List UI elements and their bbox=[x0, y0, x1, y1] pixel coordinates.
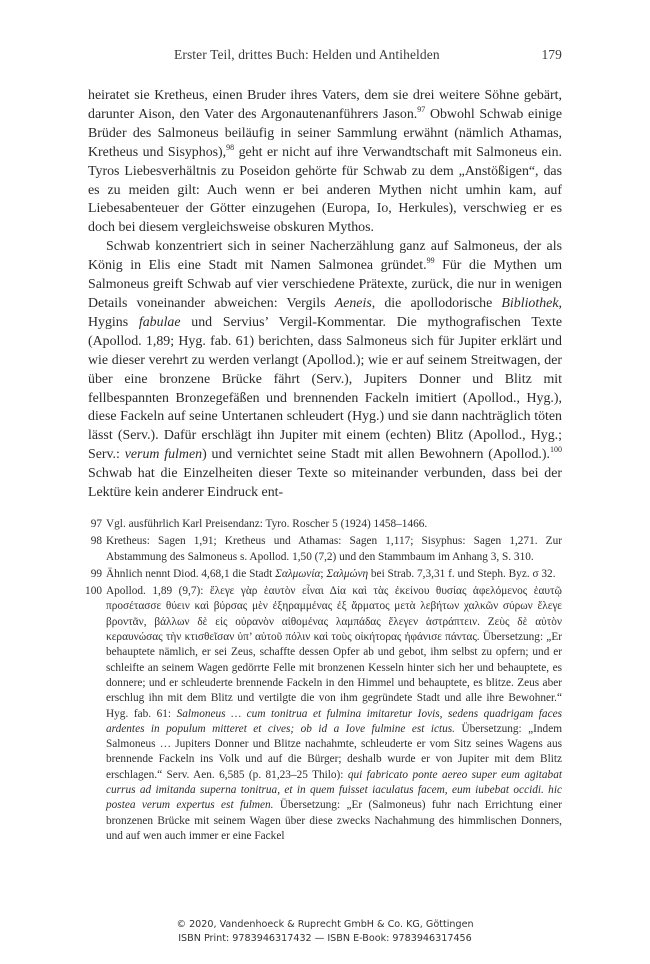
main-text bbox=[88, 87, 562, 503]
p2-text-7: Schwab hat die Einzelheiten dieser Texte so miteinander verbunden, dass bei der Lektüre kein anderer Eindruck ent- bbox=[88, 466, 562, 501]
footnote-text: Kretheus: Sagen 1,91; Kretheus und Athamas: Sagen 1,117; Sisyphus: Sagen 1,271. Zur Abstammung des Salmoneus s. Apollod. 1,50 (7,2) und den Stammbaum im Anhang 3, S. 310. bbox=[106, 535, 562, 563]
p2-italic-verum-fulmen: verum fulmen bbox=[124, 447, 203, 463]
isbn-line: ISBN Print: 9783946317432 — ISBN E-Book: 9783946317456 bbox=[178, 932, 472, 944]
fn100-text-1: Apollod. 1,89 (9,7): ἔλεγε γὰρ ἑαυτὸν εἶναι Δία καὶ τὰς ἐκείνου θυσίας ἀφελόμενος ἑαυτῷ προσέτασσε θύειν καὶ βύρσας μὲν ἐξηραμμένας ἐξ ἅρματος μετὰ λεβήτων χαλκῶν σύρων ἔλεγε βροντᾶν, βάλλων δὲ εἰς οὐρανὸν αἰθομένας λαμπάδας ἔλεγεν ἀστράπτειν. Ζεὺς δὲ αὐτὸν κεραυνώσας τὴν κτισθεῖσαν ὑπ’ αὐτοῦ πόλιν καὶ τοὺς οἰκήτορας ἠφάνισε πάντας. Übersetzung: „Er behauptete nämlich, er sei Zeus, schaffte dessen Opfer ab und gebot, ihm selbst zu opfern; und er schleifte an seinem Wagen gedörrte Felle mit bronzenen Kesseln hinter sich her und behauptete, es donnere; und er schleuderte brennende Fackeln in den Himmel und behauptete, es blitze. Zeus aber erschlug ihn mit dem Blitz und vertilgte die von ihm gegründete Stadt und alle ihre Bewohner.“ Hyg. fab. 61: bbox=[106, 585, 562, 720]
footnote-number: 97 bbox=[90, 518, 102, 530]
p1-text-2: Obwohl Schwab einige Brüder des Salmoneus beiläufig in seiner Sammlung erwähnt (nämlich Athamas, Kretheus und Sisyphos), bbox=[88, 106, 563, 160]
p2-italic-aeneis: Aeneis bbox=[334, 295, 372, 311]
p1-text-3: geht er nicht auf ihre Verwandtschaft mit Salmoneus ein. Tyros Liebesverhältnis zu Poseidon gehörte für Schwab zu dem „Anstößigen“, das es zu meiden gilt: Auch wenn er bei anderen Mythen nicht umhin kam, auf Liebesabenteuer der Götter einzugehen (Europa, Io, Herkules), verschwieg er es doch bei diesem vergleichsweise obskuren Mythos. bbox=[88, 144, 562, 236]
footnote-text: Vgl. ausführlich Karl Preisendanz: Tyro. Roscher 5 (1924) 1458–1466. bbox=[106, 518, 428, 530]
footnote-number: 98 bbox=[90, 535, 102, 548]
p1-text-1: heiratet sie Kretheus, einen Bruder ihres Vaters, dem sie drei weitere Söhne gebärt, darunter Aison, den Vater des Argonautenanführers Jason. bbox=[88, 88, 562, 122]
p2-text-4: , Hygins bbox=[88, 295, 562, 330]
p2-text-6: ) und vernichtet seine Stadt mit allen Bewohnern (Apollod.). bbox=[202, 447, 550, 463]
copyright-line: © 2020, Vandenhoeck & Ruprecht GmbH & Co. KG, Göttingen bbox=[176, 919, 474, 930]
footnotes bbox=[85, 517, 562, 846]
p2-text-5: und Servius’ Vergil-Kommentar. Die mythografischen Texte (Apollod. 1,89; Hyg. fab. 61) berichten, dass Salmoneus sich für Jupiter erklärt und wie dieser verehrt zu werden verlangt (Apollod.); wie er auf seinem Streitwagen, der über eine bronzene Brücke fährt (Serv.), Jupiters Donner und Blitz mit fellbespannten Bronzegefäßen und brennenden Fackeln imitiert (Apollod., Hyg.), diese Fackeln auf seine Untertanen schleudert (Hyg.) und sie dann nachträglich töten lässt (Serv.). Dafür erschlägt ihn Jupiter mit einem (echten) Blitz (Apollod., Hyg.; Serv.: bbox=[88, 314, 562, 463]
fn99-greek-2: Σαλμώνη bbox=[326, 567, 369, 580]
paragraph-2 bbox=[88, 238, 562, 503]
p2-italic-fabulae: fabulae bbox=[138, 314, 181, 330]
footnote-text bbox=[106, 584, 562, 844]
footnote-ref-99[interactable]: 99 bbox=[426, 256, 435, 266]
fn99-greek-1: Σαλμωνία bbox=[275, 567, 321, 580]
fn99-text-1: Ähnlich nennt Diod. 4,68,1 die Stadt bbox=[106, 567, 276, 580]
footnote-number: 99 bbox=[90, 567, 102, 580]
footnote-ref-98[interactable]: 98 bbox=[226, 142, 235, 152]
fn100-text-2: Übersetzung: „Indem Salmoneus … Jupiters Donner und Blitze nachahmte, schleuderte er vom Sitz seines Wagens aus brennende Fackeln ins Volk und auf die Bürger; deshalb wurde er von Jupiter mit dem Blitz erschlagen.“ Serv. Aen. 6,585 (p. 81,23–25 Thilo): bbox=[106, 722, 562, 781]
footnote-text bbox=[106, 567, 562, 582]
footnote-97 bbox=[88, 517, 562, 532]
paragraph-1 bbox=[88, 87, 562, 238]
copyright-footer bbox=[0, 918, 650, 945]
fn99-text-2: ; bbox=[320, 567, 327, 580]
running-head-title: Erster Teil, drittes Buch: Helden und Antihelden bbox=[174, 47, 440, 62]
footnote-number: 100 bbox=[85, 585, 102, 598]
fn100-text-3: Übersetzung: „Er (Salmoneus) fuhr nach Errichtung einer bronzenen Brücke mit seinem Wagen über diese zwecks Nachahmung des himmlischen Donners, und auf wen auch immer er eine Fackel bbox=[106, 799, 562, 842]
footnote-ref-97[interactable]: 97 bbox=[417, 104, 426, 114]
footnote-100 bbox=[85, 584, 562, 844]
footnote-98 bbox=[88, 534, 562, 565]
fn100-italic-servius: qui fabricato ponte aereo super eum agitabat currus ad imitanda superna tonitrua, et in quem fuisset iaculatus facem, eum iubebat occidi. hic postea verum expertus est fulmen. bbox=[106, 768, 562, 812]
page-number: 179 bbox=[541, 47, 562, 62]
p2-text-3: , die apollodorische bbox=[371, 295, 502, 311]
p2-text-1: Schwab konzentriert sich in seiner Nacherzählung ganz auf Salmoneus, der als König in Elis eine Stadt mit Namen Salmonea gründet. bbox=[88, 239, 562, 274]
p2-italic-bibliothek: Bibliothek bbox=[501, 295, 559, 311]
footnote-ref-100[interactable]: 100 bbox=[550, 445, 562, 455]
footnote-99 bbox=[88, 567, 562, 582]
fn100-italic-hyginus: Salmoneus … cum tonitrua et fulmina imitaretur Iovis, sedens quadrigam faces ardentes in populum mitteret et cives; ob id a Iove fulmine est ictus. bbox=[106, 707, 562, 735]
fn99-text-3: bei Strab. 7,3,31 f. und Steph. Byz. σ 32. bbox=[368, 567, 556, 580]
p2-text-2: Für die Mythen um Salmoneus greift Schwab auf vier verschiedene Prätexte, zurück, die nur in wenigen Details voneinander abweichen: Vergils bbox=[88, 258, 562, 311]
